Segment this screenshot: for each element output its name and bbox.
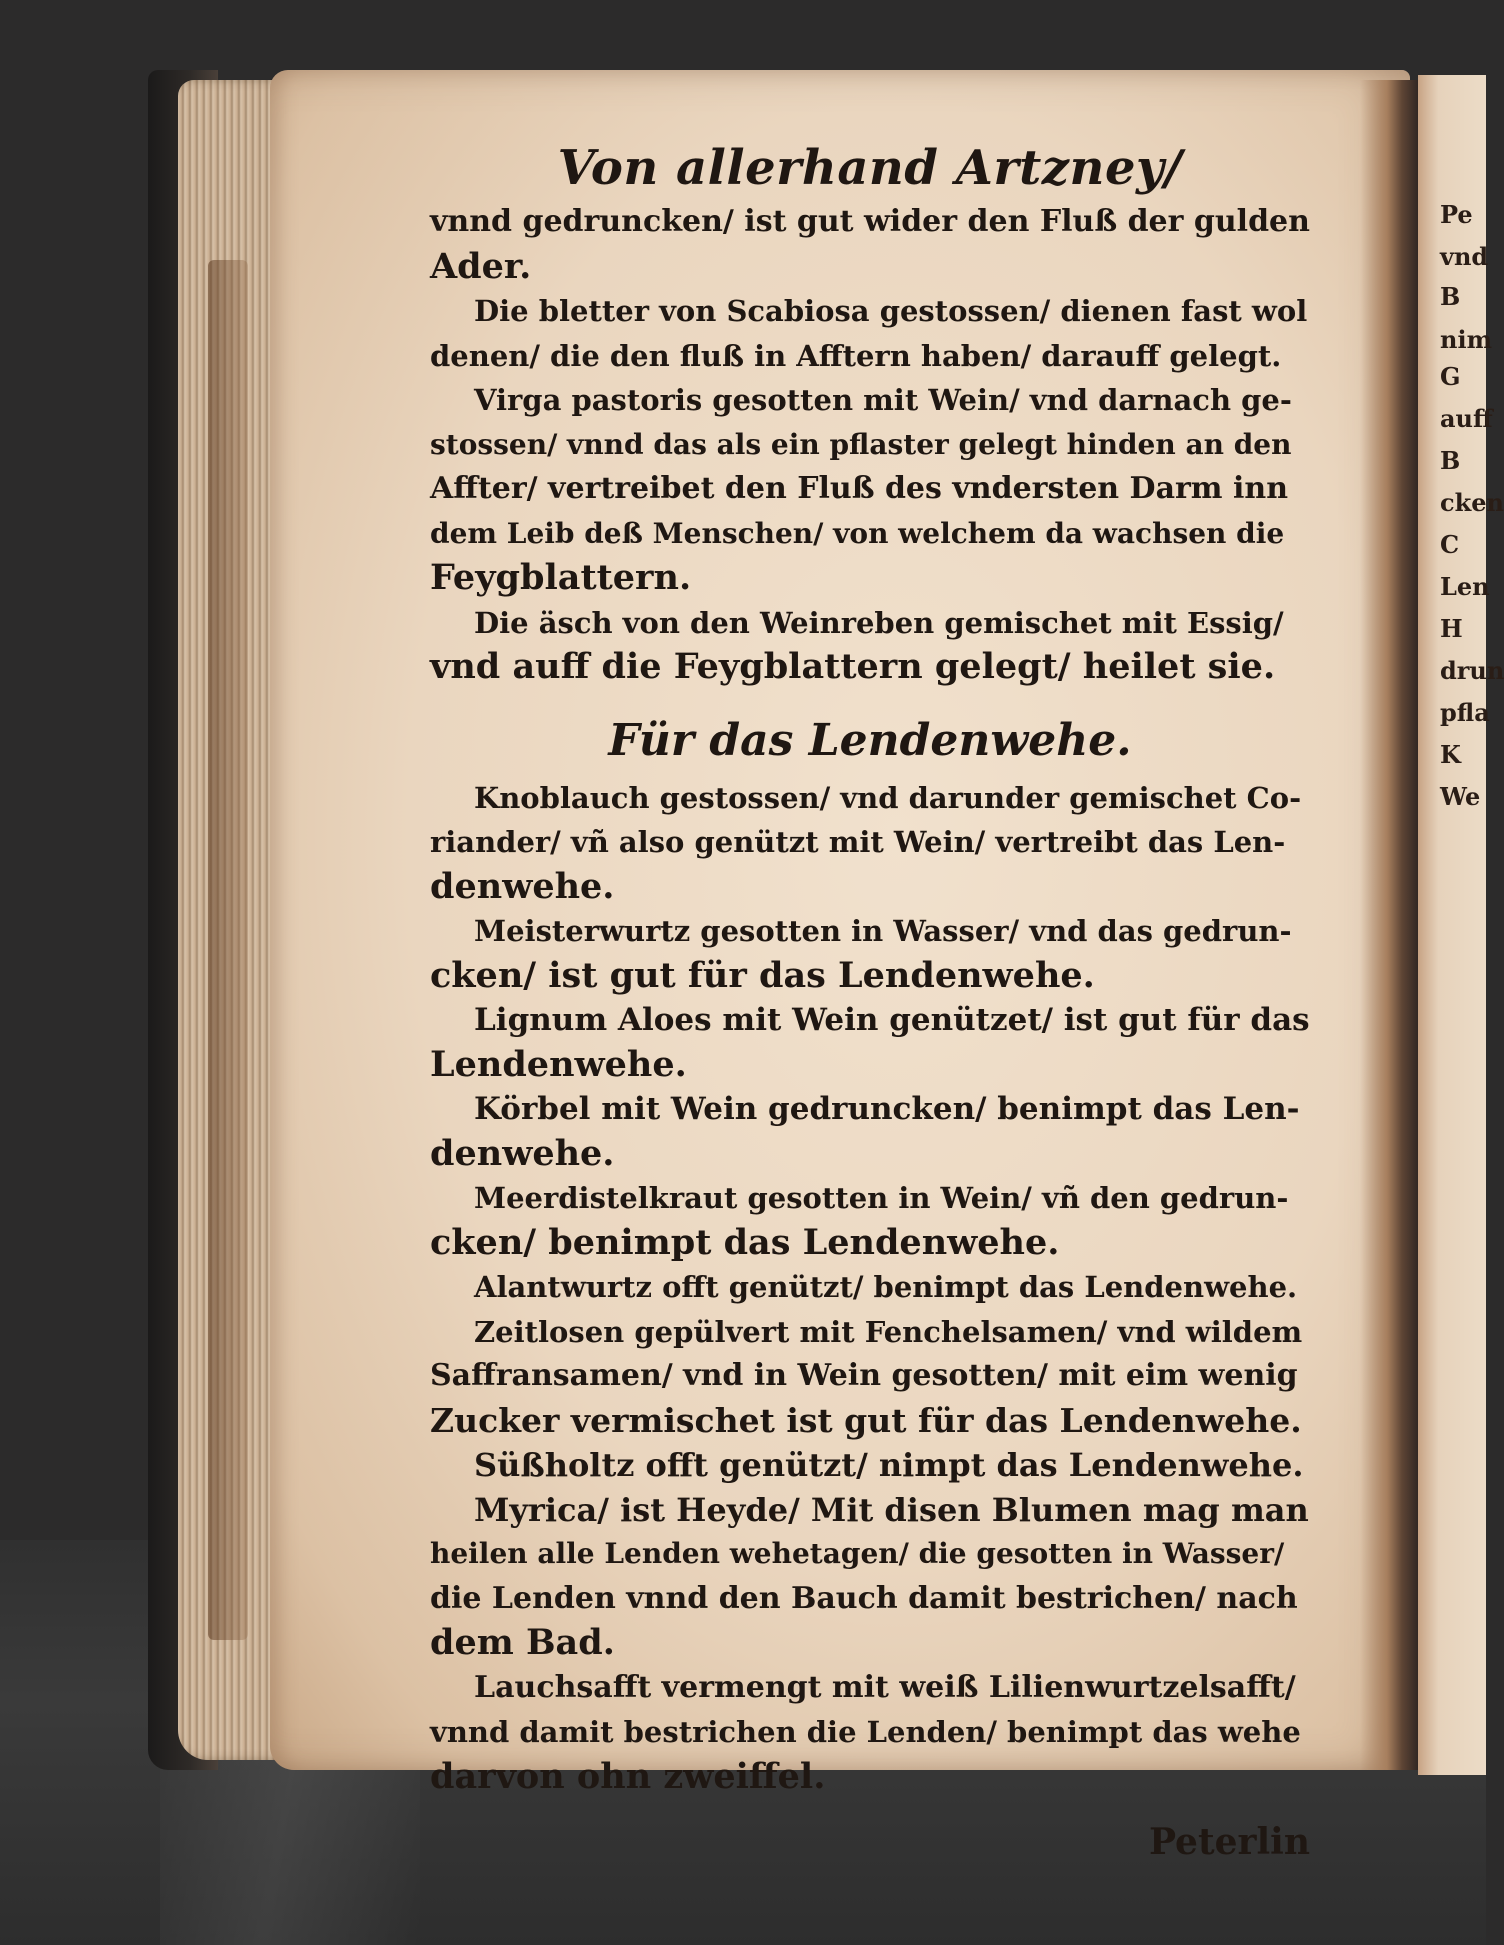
- text-line: Körbel mit Wein gedruncken/ benimpt das Len-: [474, 1091, 1300, 1127]
- text-line: cken/ benimpt das Lendenwehe.: [430, 1221, 1060, 1263]
- text-line: vnnd damit bestrichen die Lenden/ benimpt das wehe: [430, 1715, 1301, 1749]
- text-line: Feygblattern.: [430, 557, 692, 598]
- text-line: Die bletter von Scabiosa gestossen/ dienen fast wol: [474, 294, 1308, 328]
- text-line: Alantwurtz offt genützt/ benimpt das Lendenwehe.: [474, 1270, 1298, 1304]
- facing-page-fragment: B: [1440, 282, 1461, 311]
- running-header: Von allerhand Artzney/: [557, 140, 1183, 196]
- catchword: Peterlin: [1148, 1821, 1310, 1863]
- text-line: Lignum Aloes mit Wein genützet/ ist gut für das: [474, 1002, 1310, 1038]
- text-line: Virga pastoris gesotten mit Wein/ vnd darnach ge-: [474, 383, 1292, 417]
- text-line: Süßholtz offt genützt/ nimpt das Lendenwehe.: [474, 1446, 1304, 1484]
- text-line: Meisterwurtz gesotten in Wasser/ vnd das gedrun-: [474, 914, 1292, 948]
- text-line: stossen/ vnnd das als ein pflaster gelegt hinden an den: [430, 427, 1292, 461]
- facing-page-fragment: We: [1440, 782, 1481, 811]
- facing-page-fragment: H: [1440, 614, 1463, 643]
- facing-page-fragment: drun: [1440, 656, 1504, 685]
- facing-page-fragment: auff: [1440, 404, 1493, 433]
- text-line: Die äsch von den Weinreben gemischet mit Essig/: [474, 605, 1284, 640]
- facing-page-fragment: nim: [1440, 325, 1492, 354]
- text-line: vnd auff die Feygblattern gelegt/ heilet sie.: [430, 646, 1276, 687]
- text-line: cken/ ist gut für das Lendenwehe.: [430, 954, 1095, 996]
- text-line: Affter/ vertreibet den Fluß des vndersten Darm inn: [430, 471, 1289, 506]
- text-line: Saffransamen/ vnd in Wein gesotten/ mit eim wenig: [430, 1358, 1298, 1393]
- text-block-section: [430, 776, 1310, 1800]
- book-gutter: [1360, 80, 1420, 1770]
- text-line: die Lenden vnnd den Bauch damit bestrichen/ nach: [430, 1580, 1298, 1616]
- section-heading: Für das Lendenwehe.: [608, 714, 1132, 766]
- facing-page-fragment: cken: [1440, 488, 1504, 517]
- text-line: Knoblauch gestossen/ vnd darunder gemischet Co-: [474, 780, 1302, 815]
- text-line: vnnd gedruncken/ ist gut wider den Fluß der gulden: [430, 204, 1310, 239]
- text-line: Zucker vermischet ist gut für das Lendenwehe.: [430, 1400, 1302, 1440]
- text-line: dem Leib deß Menschen/ von welchem da wachsen die: [430, 516, 1285, 550]
- facing-page-fragment: G: [1440, 362, 1461, 391]
- text-line: Meerdistelkraut gesotten in Wein/ vñ den gedrun-: [474, 1181, 1289, 1215]
- text-line: riander/ vñ also genützt mit Wein/ vertreibt das Len-: [430, 825, 1286, 859]
- facing-page-fragment: Len: [1440, 572, 1490, 601]
- facing-page-fragment: K: [1440, 740, 1461, 769]
- text-line: Lauchsafft vermengt mit weiß Lilienwurtzelsafft/: [474, 1669, 1296, 1705]
- text-line: Zeitlosen gepülvert mit Fenchelsamen/ vnd wildem: [474, 1314, 1303, 1349]
- text-line: heilen alle Lenden wehetagen/ die gesotten in Wasser/: [430, 1537, 1285, 1570]
- text-line: Myrica/ ist Heyde/ Mit disen Blumen mag man: [474, 1490, 1309, 1529]
- facing-page-fragment: C: [1440, 530, 1460, 559]
- text-line: dem Bad.: [430, 1622, 615, 1663]
- text-line: Lendenwehe.: [430, 1043, 687, 1085]
- page-text: [430, 140, 1310, 1863]
- facing-page-fragment: vnd: [1440, 242, 1489, 271]
- facing-page-fragment: Pe: [1440, 200, 1473, 229]
- text-line: denwehe.: [430, 865, 615, 907]
- facing-page-fragment: pfla: [1440, 698, 1490, 727]
- facing-page-fragment: B: [1440, 446, 1461, 475]
- text-line: denwehe.: [430, 1132, 615, 1174]
- text-line: denen/ die den fluß in Afftern haben/ darauff gelegt.: [430, 338, 1282, 373]
- text-line: Ader.: [430, 245, 532, 287]
- text-line: darvon ohn zweiffel.: [430, 1755, 826, 1797]
- text-block-top: [430, 200, 1310, 690]
